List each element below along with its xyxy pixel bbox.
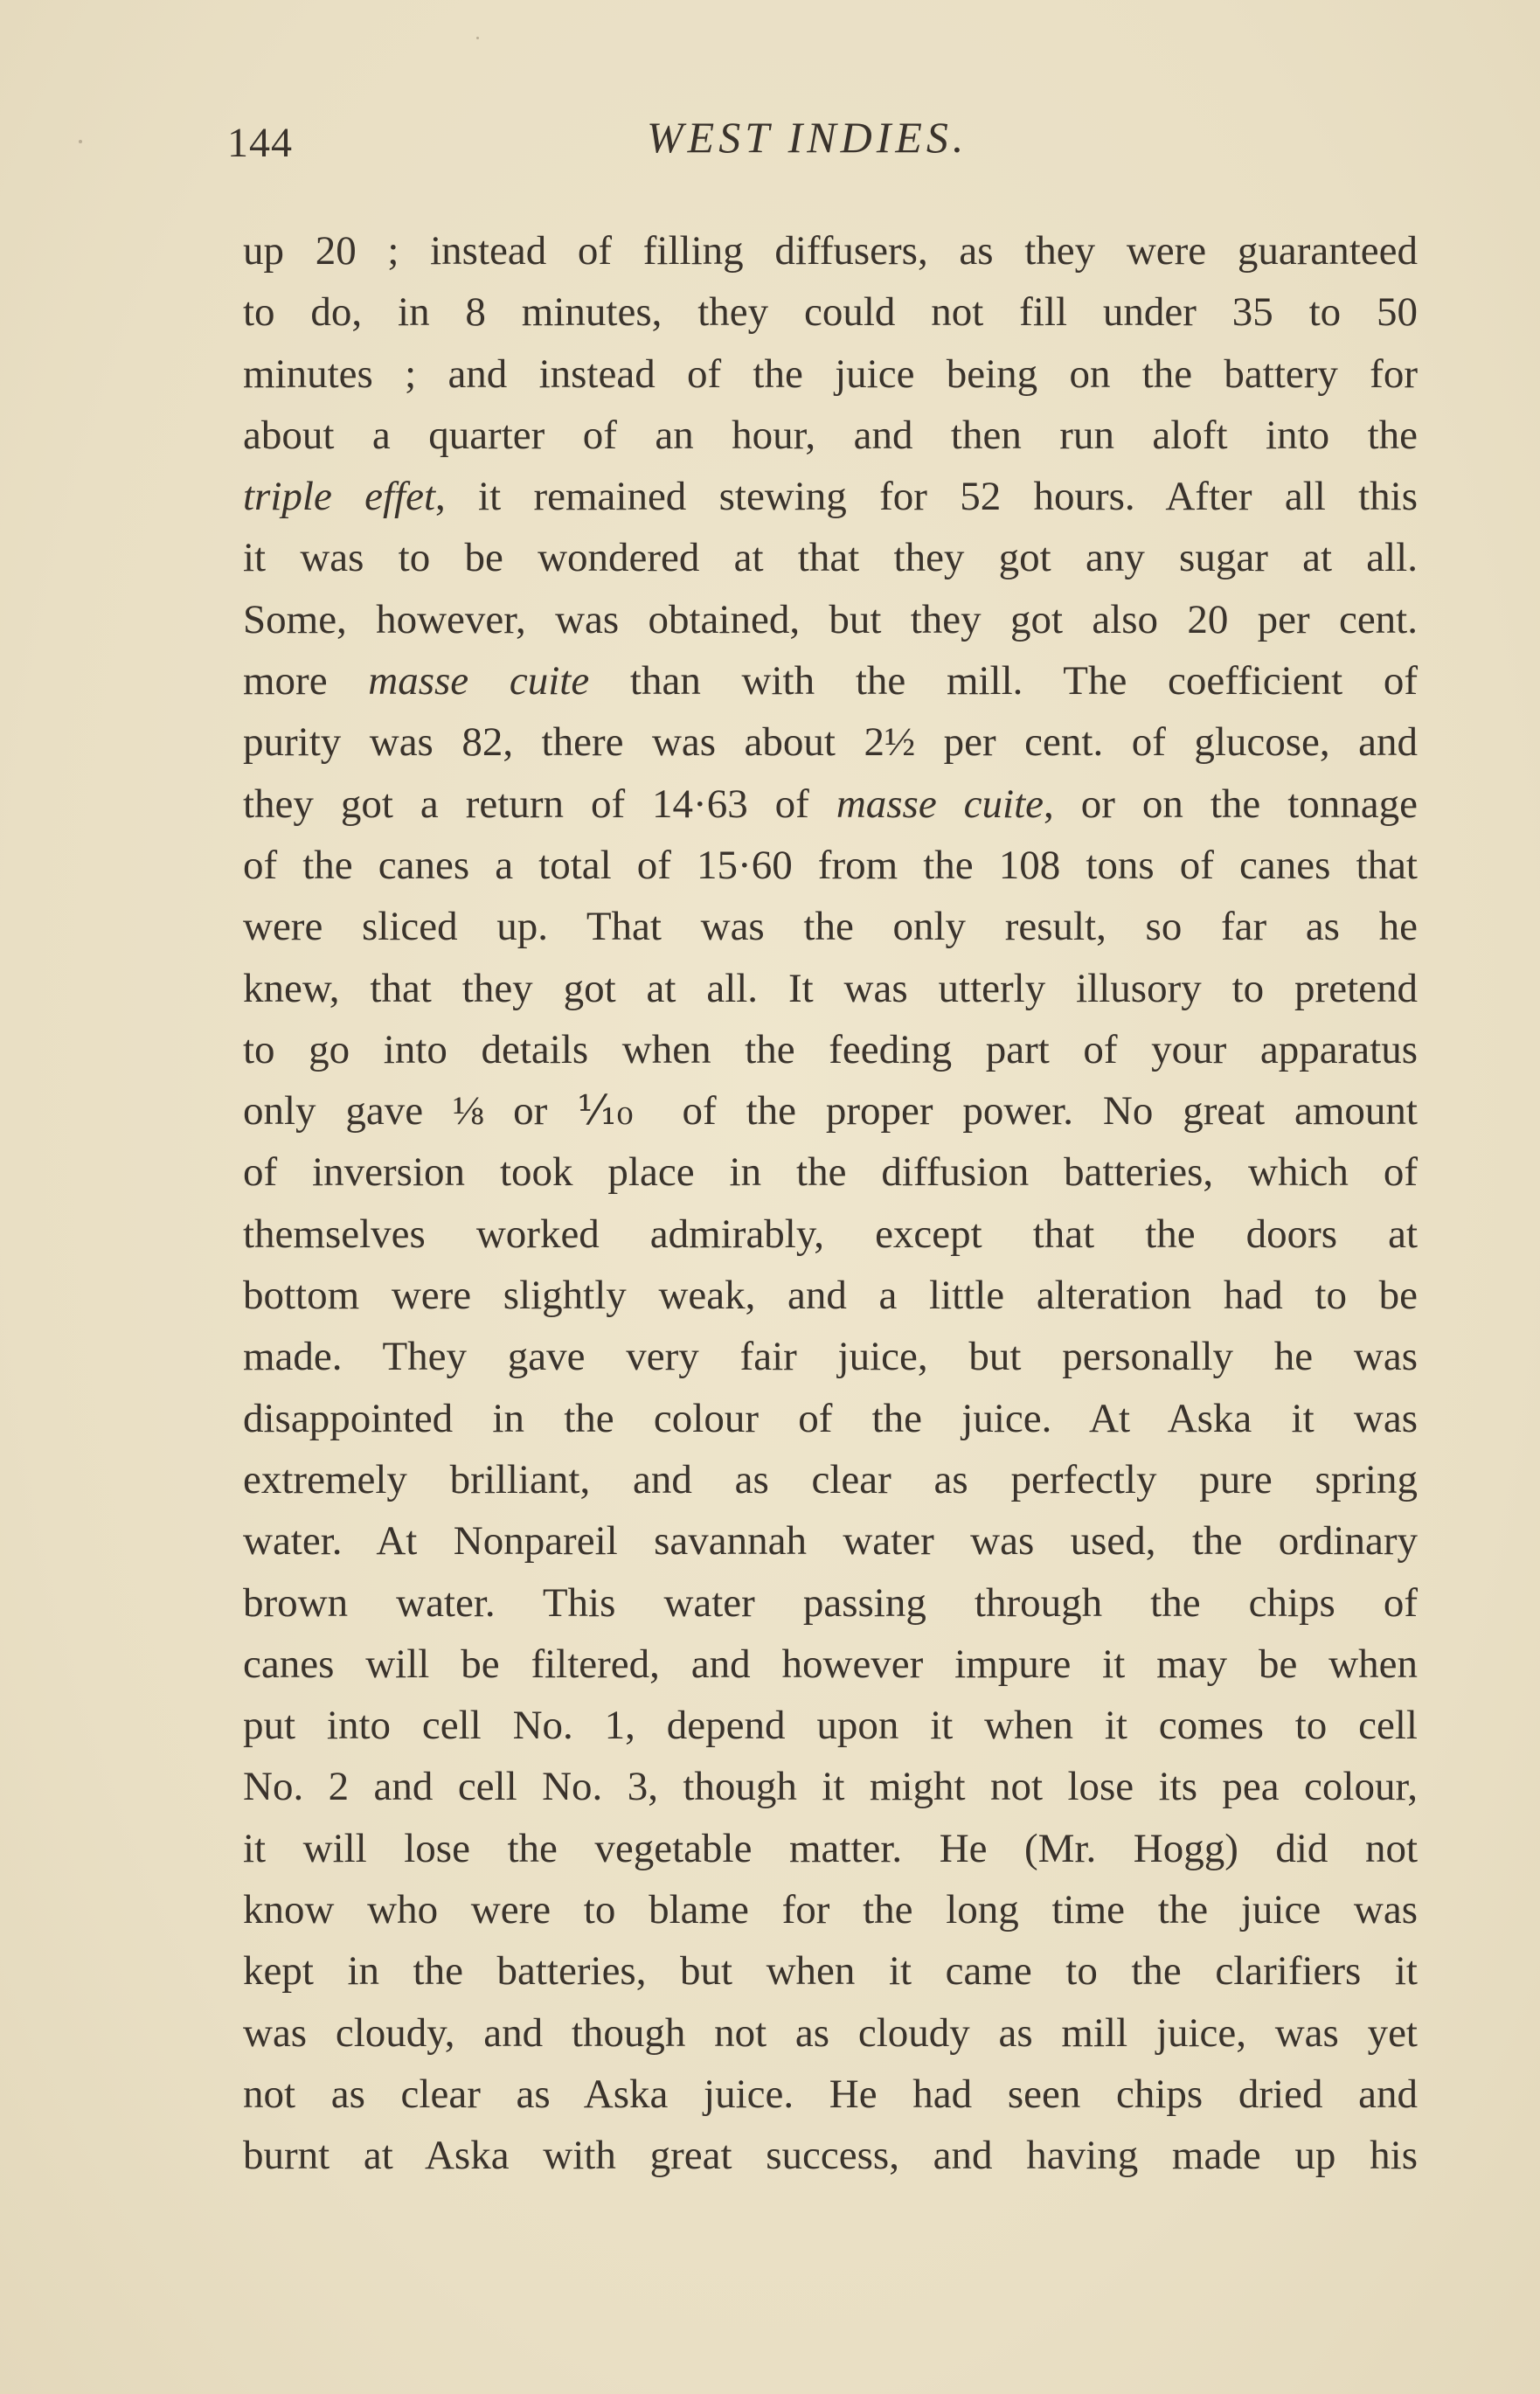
page-header (227, 112, 1416, 173)
text-segment: up 20 ; instead of filling diffusers, as they were guaranteed (243, 228, 1418, 274)
text-line (243, 896, 1418, 957)
text-segment: No. 2 and cell No. 3, though it might not lose its pea colour, (243, 1764, 1418, 1810)
text-line (243, 1879, 1418, 1940)
text-line (243, 527, 1418, 588)
text-segment: know who were to blame for the long time the juice was (243, 1887, 1418, 1933)
text-segment: not as clear as Aska juice. He had seen chips dried and (243, 2071, 1418, 2117)
text-segment: was cloudy, and though not as cloudy as mill juice, was yet (243, 2009, 1418, 2056)
italic-term: masse cuite (368, 658, 590, 704)
text-line (243, 405, 1418, 466)
text-line (243, 1818, 1418, 1879)
text-line (243, 1572, 1418, 1634)
text-segment: themselves worked admirably, except that the doors at (243, 1211, 1418, 1257)
text-segment: , or on the tonnage (1044, 781, 1418, 827)
text-segment: it was to be wondered at that they got any sugar at all. (243, 535, 1418, 581)
text-line (243, 343, 1418, 405)
text-segment: put into cell No. 1, depend upon it when it comes to cell (243, 1703, 1418, 1749)
text-segment: canes will be filtered, and however impure it may be when (243, 1641, 1418, 1687)
text-segment: they got a return of 14·63 of (243, 781, 836, 827)
text-segment: of inversion took place in the diffusion batteries, which of (243, 1149, 1418, 1196)
text-segment: to do, in 8 minutes, they could not fill under 35 to 50 (243, 289, 1418, 336)
text-line (243, 835, 1418, 896)
running-head: WEST INDIES. (647, 113, 968, 162)
text-line (243, 1326, 1418, 1387)
text-segment: were sliced up. That was the only result, so far as he (243, 904, 1418, 950)
text-segment: , it remained stewing for 52 hours. After all this (435, 474, 1418, 520)
text-line (243, 1634, 1418, 1695)
paper-speck (79, 140, 82, 143)
text-line (243, 2002, 1418, 2064)
text-line (243, 650, 1418, 711)
text-line (243, 281, 1418, 343)
text-line (243, 1080, 1418, 1141)
text-line (243, 1019, 1418, 1080)
text-line (243, 1141, 1418, 1203)
text-segment: burnt at Aska with great success, and having made up his (243, 2133, 1418, 2179)
text-segment: made. They gave very fair juice, but personally he was (243, 1334, 1418, 1380)
italic-term: masse cuite (836, 781, 1044, 827)
paper-speck (476, 37, 479, 39)
text-line (243, 958, 1418, 1019)
text-segment: to go into details when the feeding part of your apparatus (243, 1026, 1418, 1072)
text-segment: kept in the batteries, but when it came to the clarifiers it (243, 1948, 1418, 1995)
text-line (243, 774, 1418, 835)
page-number: 144 (227, 120, 293, 166)
text-line (243, 1388, 1418, 1449)
text-segment: knew, that they got at all. It was utterly illusory to pretend (243, 965, 1418, 1011)
text-line (243, 466, 1418, 527)
text-segment: more (243, 658, 369, 704)
text-line (243, 1265, 1418, 1326)
text-line (243, 2125, 1418, 2186)
text-line (243, 220, 1418, 281)
text-line (243, 1756, 1418, 1817)
text-line (243, 1695, 1418, 1756)
text-segment: than with the mill. The coefficient of (589, 658, 1418, 704)
text-segment: Some, however, was obtained, but they got also 20 per cent. (243, 596, 1418, 642)
text-segment: disappointed in the colour of the juice. At Aska it was (243, 1395, 1418, 1441)
text-line (243, 1510, 1418, 1572)
text-segment: bottom were slightly weak, and a little alteration had to be (243, 1273, 1418, 1319)
text-segment: about a quarter of an hour, and then run aloft into the (243, 412, 1418, 458)
text-line (243, 1940, 1418, 2002)
text-line (243, 711, 1418, 773)
text-line (243, 1449, 1418, 1510)
text-segment: it will lose the vegetable matter. He (Mr. Hogg) did not (243, 1825, 1418, 1871)
text-segment: extremely brilliant, and as clear as perfectly pure spring (243, 1456, 1418, 1502)
text-segment: purity was 82, there was about 2½ per cent. of glucose, and (243, 719, 1418, 766)
text-segment: minutes ; and instead of the juice being on the battery for (243, 350, 1418, 397)
text-segment: only gave ⅛ or ⅒ of the proper power. No great amount (243, 1088, 1418, 1135)
text-segment: water. At Nonpareil savannah water was used, the ordinary (243, 1518, 1418, 1565)
text-line (243, 2064, 1418, 2125)
text-line (243, 1204, 1418, 1265)
text-segment: of the canes a total of 15·60 from the 108 tons of canes that (243, 842, 1418, 888)
text-segment: brown water. This water passing through the chips of (243, 1579, 1418, 1626)
body-text (243, 220, 1418, 2187)
italic-term: triple effet (243, 474, 436, 520)
text-line (243, 589, 1418, 650)
